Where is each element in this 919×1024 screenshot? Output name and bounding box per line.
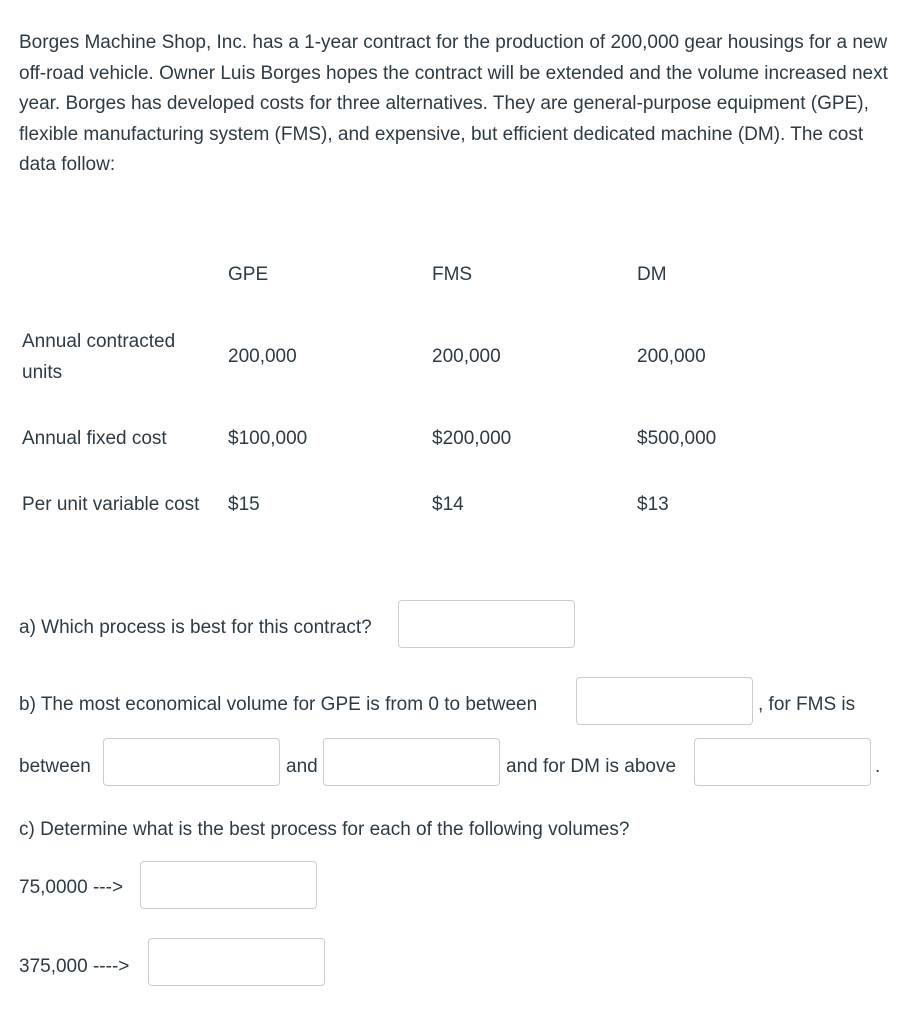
question-b-between-text: between xyxy=(19,756,91,777)
gpe-contracted-units: 200,000 xyxy=(228,346,297,367)
dm-variable-cost: $13 xyxy=(637,494,669,515)
row-label-variable-cost: Per unit variable cost xyxy=(22,494,200,515)
question-b-period: . xyxy=(875,756,881,777)
volume-75000-input[interactable] xyxy=(140,861,317,909)
fms-fixed-cost: $200,000 xyxy=(432,428,512,449)
gpe-variable-cost: $15 xyxy=(228,494,260,515)
volume-75000-label: 75,0000 ---> xyxy=(19,877,124,898)
row-label-fixed-cost: Annual fixed cost xyxy=(22,428,167,449)
question-c-text: c) Determine what is the best process for each of the following volumes? xyxy=(19,819,630,840)
gpe-upper-bound-input[interactable] xyxy=(576,677,753,725)
question-b-dm-text: and for DM is above xyxy=(506,756,677,777)
dm-lower-bound-input[interactable] xyxy=(694,738,871,786)
question-b-text: b) The most economical volume for GPE is from 0 to between xyxy=(19,694,538,715)
dm-contracted-units: 200,000 xyxy=(637,346,706,367)
question-a-text: a) Which process is best for this contract? xyxy=(19,617,372,638)
fms-contracted-units: 200,000 xyxy=(432,346,501,367)
fms-lower-bound-input[interactable] xyxy=(103,738,280,786)
header-dm: DM xyxy=(637,264,667,285)
gpe-fixed-cost: $100,000 xyxy=(228,428,308,449)
dm-fixed-cost: $500,000 xyxy=(637,428,717,449)
answer-a-input[interactable] xyxy=(398,600,575,648)
header-gpe: GPE xyxy=(228,264,269,285)
row-label-contracted-units: Annual contracted units xyxy=(22,331,176,383)
volume-375000-input[interactable] xyxy=(148,938,325,986)
fms-variable-cost: $14 xyxy=(432,494,464,515)
fms-upper-bound-input[interactable] xyxy=(323,738,500,786)
question-b-fms-text: , for FMS is xyxy=(758,694,856,715)
problem-statement: Borges Machine Shop, Inc. has a 1-year contract for the production of 200,000 gear housings for a new off-road vehicle. Owner Luis Borges hopes the contract will be extended and the volume increased next year. Borges has developed costs for three alternatives. They are general-purpose equipment (GPE), flexible manufacturing system (FMS), and expensive, but efficient dedicated machine (DM). The cost data follow: xyxy=(19,32,888,176)
volume-375000-label: 375,000 ----> xyxy=(19,956,130,977)
header-fms: FMS xyxy=(432,264,473,285)
question-b-and-text: and xyxy=(286,756,318,777)
